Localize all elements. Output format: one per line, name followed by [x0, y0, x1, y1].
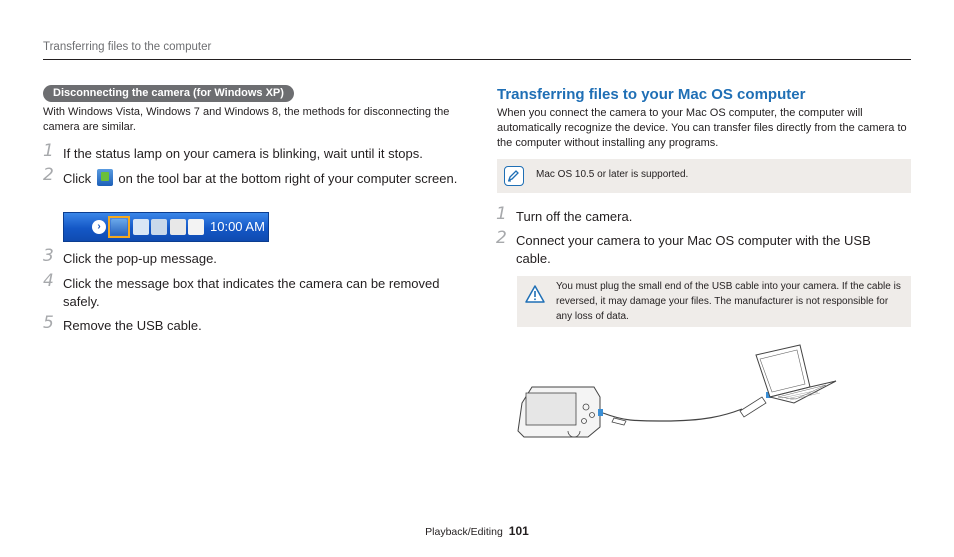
step-text: Turn off the camera.	[516, 209, 633, 224]
step-number: 1	[43, 141, 54, 161]
step-text-before: Click	[63, 171, 92, 186]
step-number: 3	[43, 246, 54, 266]
expand-tray-icon: ›	[92, 220, 106, 234]
step-number: 2	[43, 165, 54, 185]
tray-speaker-icon	[170, 219, 186, 235]
section-pill: Disconnecting the camera (for Windows XP)	[43, 85, 294, 102]
camera-to-laptop-illustration	[514, 341, 844, 446]
left-step-1	[43, 141, 463, 163]
left-step-2	[43, 165, 463, 188]
note-box	[497, 159, 911, 193]
taskbar-clock: 10:00 AM	[210, 219, 265, 234]
safely-remove-hardware-icon	[111, 219, 127, 235]
footer-section: Playback/Editing	[425, 526, 503, 538]
right-step-2	[496, 228, 906, 268]
warning-triangle-icon	[524, 284, 546, 309]
page-footer	[0, 524, 954, 538]
note-pencil-icon	[504, 166, 524, 186]
tray-network-icon	[133, 219, 149, 235]
tray-shield-icon	[188, 219, 204, 235]
step-text-after: on the tool bar at the bottom right of your computer screen.	[118, 171, 458, 186]
step-number: 4	[43, 271, 54, 291]
windows-taskbar-illustration	[63, 212, 269, 242]
camera-icon	[518, 387, 603, 437]
section-heading: Transferring files to your Mac OS computer	[497, 86, 806, 103]
left-step-4	[43, 271, 463, 311]
warning-box	[517, 276, 911, 327]
step-text: Remove the USB cable.	[63, 318, 202, 333]
left-step-5	[43, 313, 463, 335]
warning-text: You must plug the small end of the USB cable into your camera. If the cable is reversed, it may damage your files. The manufacturer is not responsible for any loss of data.	[556, 281, 901, 322]
note-text: Mac OS 10.5 or later is supported.	[536, 169, 689, 180]
page-number: 101	[508, 524, 529, 538]
step-text: Click the pop-up message.	[63, 251, 217, 266]
step-number: 2	[496, 228, 507, 248]
left-step-3	[43, 246, 463, 268]
step-text: If the status lamp on your camera is blinking, wait until it stops.	[63, 146, 423, 161]
step-number: 1	[496, 204, 507, 224]
step-text: Connect your camera to your Mac OS computer with the USB cable.	[516, 233, 871, 266]
right-step-1	[496, 204, 906, 226]
safely-remove-hardware-icon	[97, 169, 113, 186]
tray-monitor-icon	[151, 219, 167, 235]
right-intro-text: When you connect the camera to your Mac OS computer, the computer will automatically recognize the device. You can transfer files directly from the camera to the computer without installing any programs.	[497, 107, 907, 149]
step-text: Click the message box that indicates the camera can be removed safely.	[63, 276, 440, 309]
header-title: Transferring files to the computer	[43, 41, 212, 53]
step-text	[63, 169, 463, 188]
step-number: 5	[43, 313, 54, 333]
left-intro-text: With Windows Vista, Windows 7 and Windows 8, the methods for disconnecting the camera are similar.	[43, 106, 450, 133]
header-divider	[43, 59, 911, 60]
